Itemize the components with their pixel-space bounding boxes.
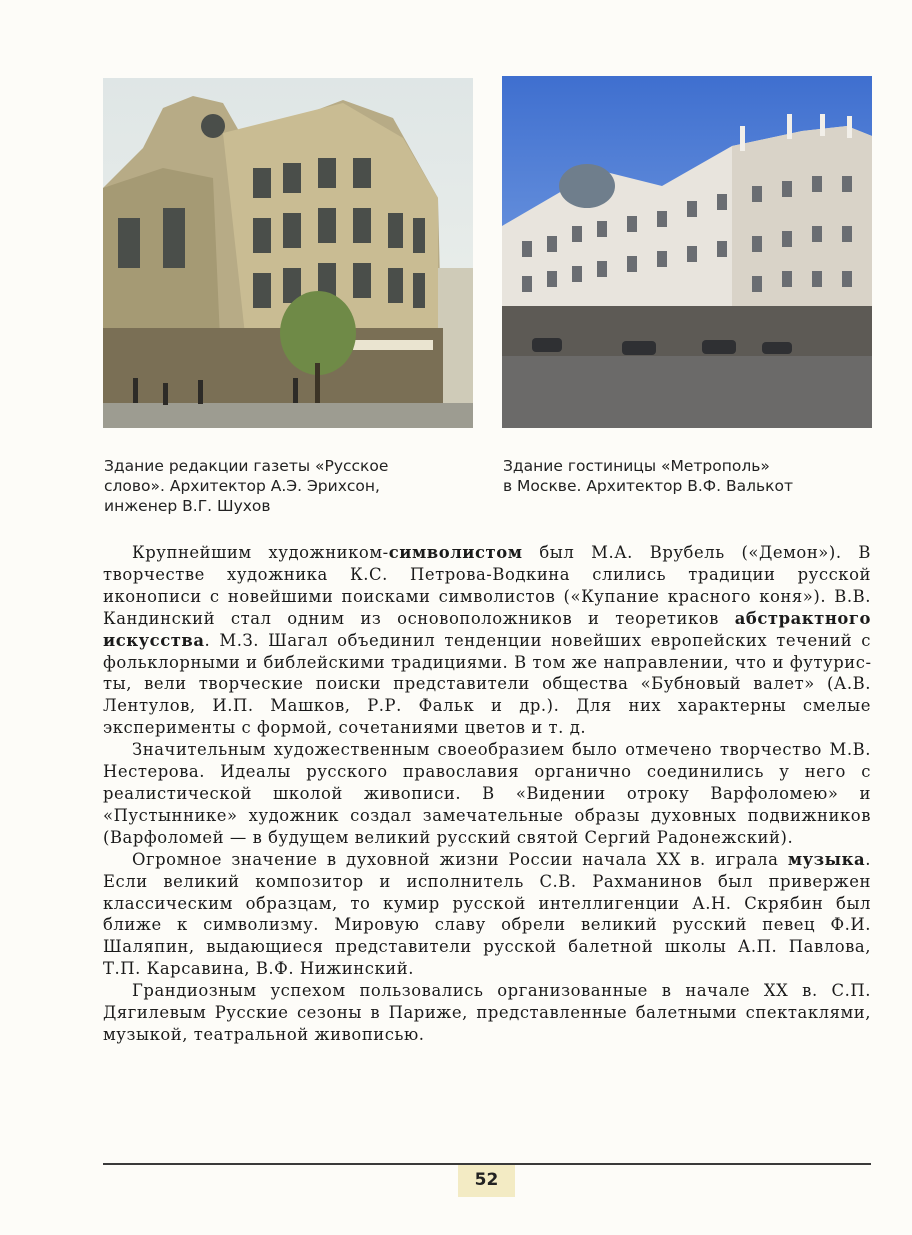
bold-term: абстрактного искусства: [103, 608, 871, 650]
bold-term: музыка: [787, 849, 866, 869]
text-run: был М.А. Врубель («Демон»). В творчестве художника К.С. Петрова-Водкина слились традиции русской иконописи с новейшими поисками символистов («Купание красного коня»). В.В. Кандинский стал одним из основоположников и теоретиков: [103, 543, 871, 628]
paragraph: [103, 542, 871, 739]
paragraph: [103, 739, 871, 849]
page-number: 52: [458, 1165, 515, 1197]
text-run: Огромное значение в духовной жизни России начала XX в. играла: [132, 849, 788, 869]
text-run: Грандиозным успехом пользовались организованные в начале XX в. С.П. Дягилевым Русские сезоны в Париже, представленные балетными спектаклями, музыкой, театральной живописью.: [103, 981, 871, 1044]
bold-term: символистом: [388, 543, 523, 562]
text-run: Крупнейшим художником-: [132, 543, 389, 562]
photo-russkoe-slovo-building: [103, 78, 473, 428]
paragraph: [103, 849, 871, 980]
paragraph: [103, 980, 871, 1046]
photo-caption-left: Здание редакции газеты «Русское слово». Архитектор А.Э. Эрихсон, инженер В.Г. Шухов: [104, 457, 389, 515]
text-run: . Если великий композитор и исполнитель С.В. Рахманинов был привержен классическим образцам, то кумир русской интеллигенции А.Н. Скрябин был ближе к символизму. Мировую славу обрели великий русский певец Ф.И. Шаляпин, выдающиеся представители русской балетной школы А.П. Павлова, Т.П. Карсавина, В.Ф. Нижинский.: [103, 849, 871, 979]
text-run: Значительным художественным своеобразием было отмечено творчество М.В. Нестерова. Идеалы русского православия органично соединились у него с реалистической школой живописи. В «Видении отроку Варфоломею» и «Пустыннике» художник создал замечательные образы духовных подвижников (Варфоломей — в будущем великий русский святой Сергий Радонежский).: [103, 740, 871, 847]
photo-caption-right: Здание гостиницы «Метрополь» в Москве. Архитектор В.Ф. Валькот: [503, 457, 794, 495]
main-text: [103, 542, 871, 1046]
text-run: . М.З. Шагал объединил тенденции новейших европейских течений с фольклорными и библейскими традициями. В том же направлении, что и футуристы, вели творческие поиски представители общества «Бубновый валет» (А.В. Лентулов, И.П. Машков, Р.Р. Фальк и др.). Для них характерны смелые эксперименты с формой, сочетаниями цветов и т. д.: [103, 630, 871, 738]
photo-metropol-hotel: [502, 76, 872, 428]
